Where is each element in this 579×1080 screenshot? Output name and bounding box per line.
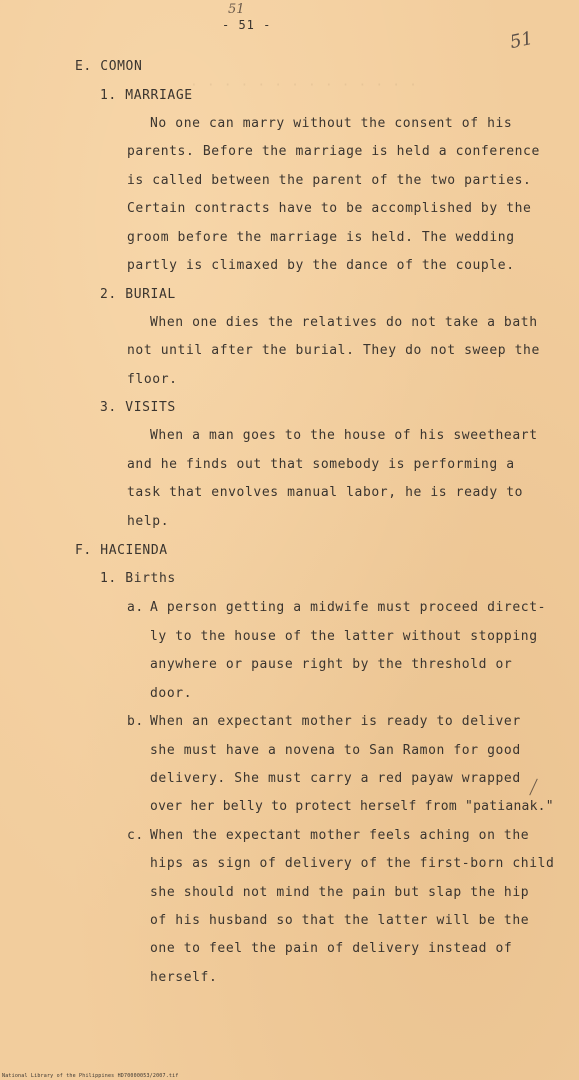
births-item-line: hips as sign of delivery of the first-born child (150, 856, 555, 871)
births-item-line: When the expectant mother feels aching on the (150, 828, 530, 843)
births-item-line: delivery. She must carry a red payaw wrapped (150, 771, 521, 786)
births-item-line: of his husband so that the latter will be the (150, 913, 530, 928)
burial-line: floor. (127, 372, 178, 387)
births-item-line: she must have a novena to San Ramon for good (150, 743, 521, 758)
page-number: - 51 - (222, 18, 272, 32)
section-f-title: F. HACIENDA (75, 543, 168, 558)
births-item-line: one to feel the pain of delivery instead of (150, 941, 513, 956)
births-heading: 1. Births (100, 571, 176, 586)
burial-line: When one dies the relatives do not take a bath (150, 315, 538, 330)
births-item-marker: a. (127, 600, 144, 615)
marriage-line: No one can marry without the consent of his (150, 116, 513, 131)
births-item-line: A person getting a midwife must proceed direct- (150, 600, 547, 615)
births-item-line: door. (150, 686, 193, 701)
section-e-title: E. COMON (75, 59, 143, 74)
births-item-line: over her belly to protect herself from "patianak." (150, 799, 554, 814)
marriage-heading: 1. MARRIAGE (100, 88, 193, 103)
visits-heading: 3. VISITS (100, 400, 176, 415)
births-item-line: ly to the house of the latter without stopping (150, 629, 538, 644)
archive-footer: National Library of the Philippines HD70000053/2007.tif (2, 1073, 179, 1079)
births-item-line: herself. (150, 970, 218, 985)
marriage-line: parents. Before the marriage is held a conference (127, 144, 540, 159)
marriage-line: partly is climaxed by the dance of the couple. (127, 258, 515, 273)
births-item-line: When an expectant mother is ready to deliver (150, 714, 521, 729)
births-item-line: anywhere or pause right by the threshold or (150, 657, 513, 672)
visits-line: When a man goes to the house of his sweetheart (150, 428, 538, 443)
births-item-line: she should not mind the pain but slap the hip (150, 885, 530, 900)
births-item-marker: b. (127, 714, 144, 729)
marriage-line: is called between the parent of the two parties. (127, 173, 532, 188)
burial-line: not until after the burial. They do not sweep the (127, 343, 540, 358)
handwritten-page-number: 51 (228, 2, 245, 17)
page-stamp: 51 (508, 27, 535, 54)
visits-line: and he finds out that somebody is performing a (127, 457, 515, 472)
pencil-mark (529, 779, 538, 796)
visits-line: task that envolves manual labor, he is ready to (127, 485, 524, 500)
burial-heading: 2. BURIAL (100, 287, 176, 302)
visits-line: help. (127, 514, 170, 529)
bleed-through-text: · · · · · · · · · · · · · · (190, 78, 418, 93)
births-item-marker: c. (127, 828, 144, 843)
marriage-line: Certain contracts have to be accomplished by the (127, 201, 532, 216)
marriage-line: groom before the marriage is held. The wedding (127, 230, 515, 245)
